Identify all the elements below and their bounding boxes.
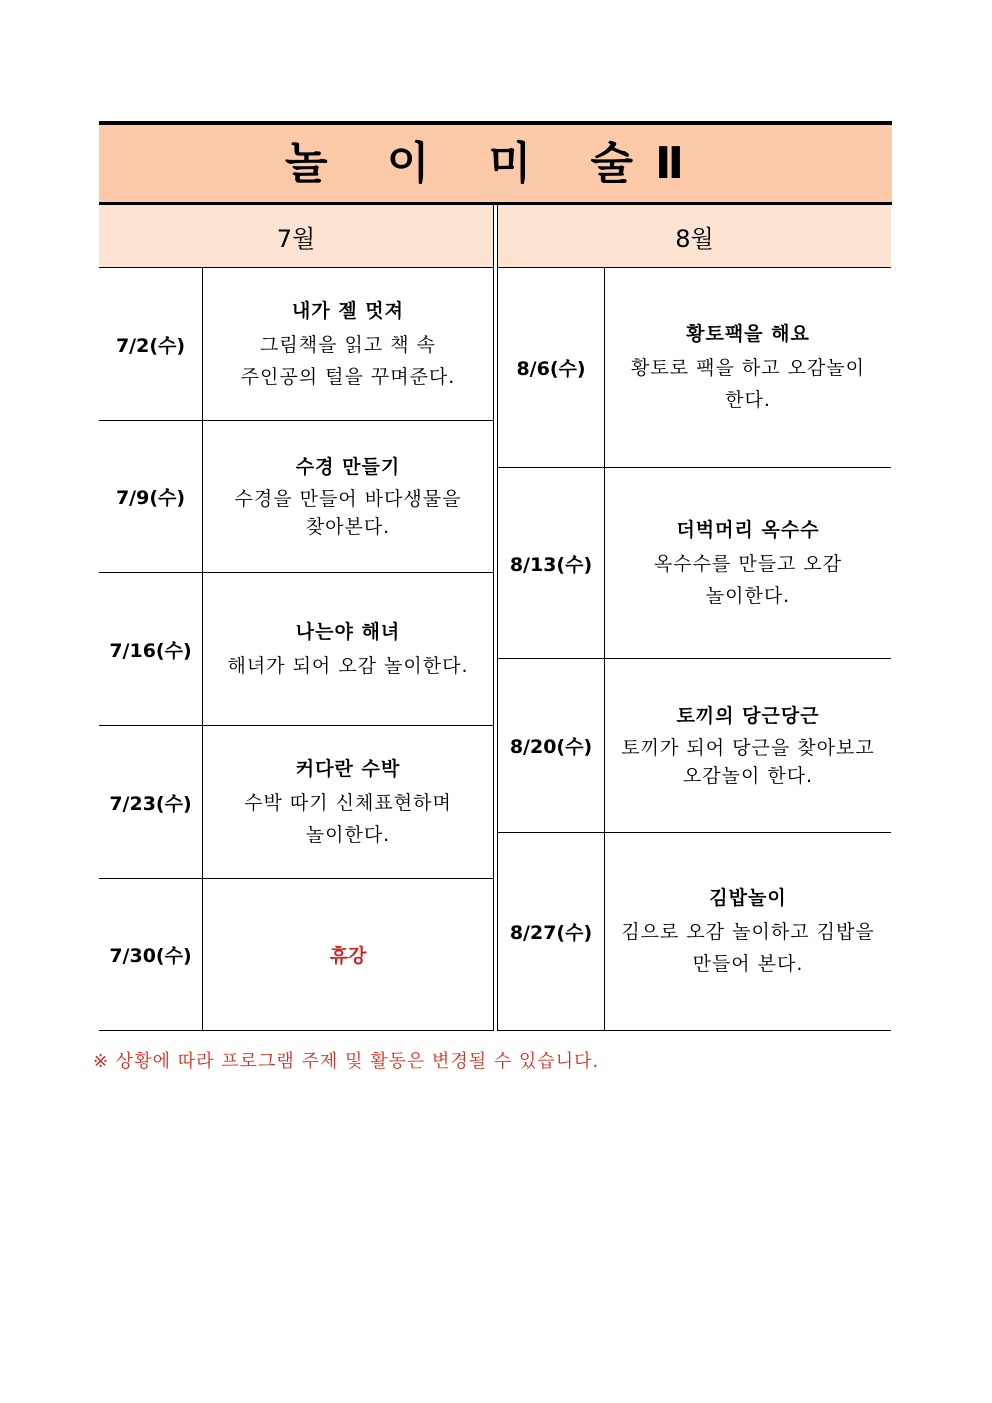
activity-title: 황토팩을 해요 <box>686 323 810 345</box>
activity-title: 커다란 수박 <box>295 757 401 780</box>
activity-desc-line: 수박 따기 신체표현하며 <box>244 791 452 814</box>
row-date: 7/23(수) <box>99 726 203 878</box>
activity-desc-line: 김으로 오감 놀이하고 김밥을 <box>621 921 875 943</box>
activity-desc-line: 주인공의 털을 꾸며준다. <box>240 365 456 388</box>
schedule-table <box>99 205 892 1031</box>
row-activity <box>203 879 493 1030</box>
schedule-row <box>99 879 493 1031</box>
activity-title: 토끼의 당근당근 <box>676 705 820 727</box>
row-activity <box>605 659 891 832</box>
schedule-row <box>99 726 493 879</box>
activity-desc-line: 그림책을 읽고 책 속 <box>260 333 436 356</box>
activity-desc-line: 한다. <box>725 389 771 411</box>
row-activity <box>605 468 891 658</box>
title-banner <box>99 121 892 205</box>
activity-title: 김밥놀이 <box>709 887 787 909</box>
row-date: 7/16(수) <box>99 573 203 725</box>
activity-desc-line: 만들어 본다. <box>692 953 804 975</box>
august-column <box>497 205 891 1031</box>
schedule-row <box>498 468 891 659</box>
july-column <box>99 205 494 1031</box>
activity-title: 더벅머리 옥수수 <box>676 518 820 541</box>
schedule-row <box>498 833 891 1031</box>
row-date: 7/30(수) <box>99 879 203 1030</box>
row-date: 8/27(수) <box>498 833 605 1030</box>
schedule-row <box>498 268 891 468</box>
month-header-july: 7월 <box>99 205 493 268</box>
schedule-row <box>498 659 891 833</box>
activity-desc-line: 수경을 만들어 바다생물을 <box>234 488 462 510</box>
month-header-august: 8월 <box>498 205 891 268</box>
activity-desc-line: 찾아본다. <box>305 516 391 538</box>
activity-desc-line: 옥수수를 만들고 오감 <box>653 552 843 575</box>
schedule-row <box>99 268 493 421</box>
row-activity <box>203 268 493 420</box>
activity-title: 내가 젤 멋져 <box>292 299 404 322</box>
row-activity <box>605 268 891 467</box>
row-date: 8/6(수) <box>498 268 605 467</box>
activity-desc-line: 놀이한다. <box>705 584 791 607</box>
row-date: 7/2(수) <box>99 268 203 420</box>
activity-desc-line: 해녀가 되어 오감 놀이한다. <box>227 654 469 677</box>
page-title: 놀 이 미 술Ⅱ <box>285 137 706 189</box>
row-date: 8/13(수) <box>498 468 605 658</box>
schedule-document <box>99 121 892 1031</box>
activity-desc-line: 놀이한다. <box>305 823 391 846</box>
row-activity <box>203 726 493 878</box>
row-activity <box>605 833 891 1030</box>
activity-desc-line: 황토로 팩을 하고 오감놀이 <box>630 357 865 379</box>
footnote: ※ 상황에 따라 프로그램 주제 및 활동은 변경될 수 있습니다. <box>93 1051 600 1072</box>
activity-desc-line: 토끼가 되어 당근을 찾아보고 <box>621 737 875 759</box>
schedule-row <box>99 573 493 726</box>
schedule-row <box>99 421 493 573</box>
row-date: 7/9(수) <box>99 421 203 572</box>
activity-desc-line: 오감놀이 한다. <box>682 765 814 787</box>
activity-title: 나는야 해녀 <box>295 620 401 643</box>
holiday-label: 휴강 <box>329 945 367 967</box>
row-activity <box>203 421 493 572</box>
activity-title: 수경 만들기 <box>295 456 401 478</box>
row-date: 8/20(수) <box>498 659 605 832</box>
row-activity <box>203 573 493 725</box>
